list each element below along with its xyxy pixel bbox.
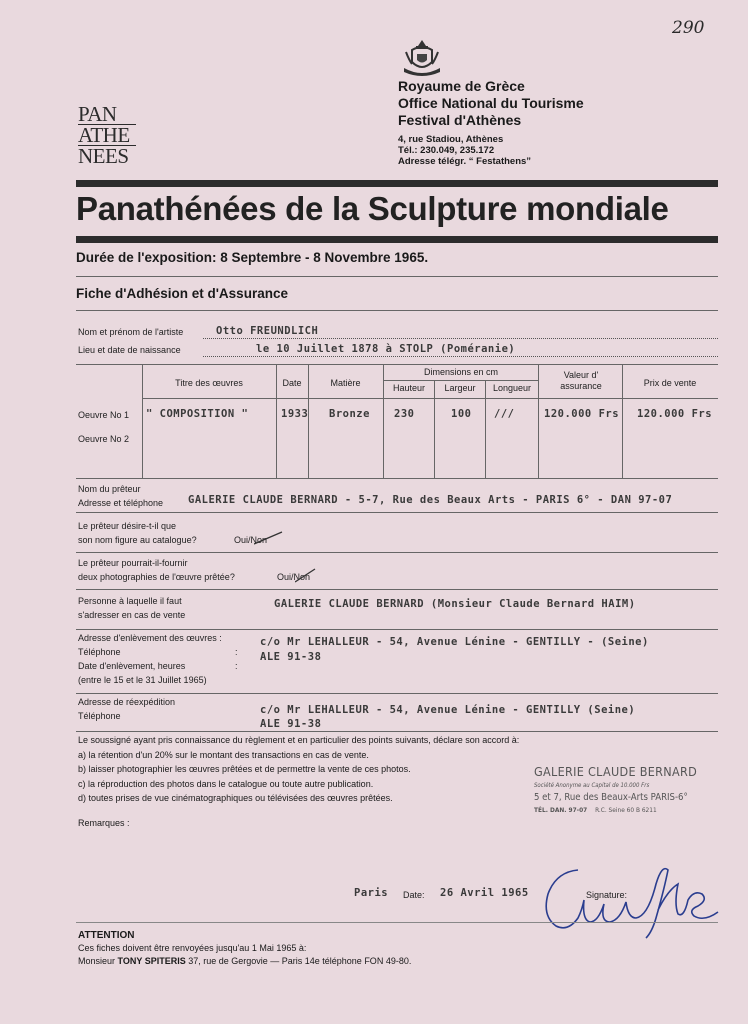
header-matiere: Matière xyxy=(330,378,361,388)
header-prix: Prix de vente xyxy=(643,378,697,388)
dotted-line xyxy=(203,337,718,339)
enlevement-address: c/o Mr LEHALLEUR - 54, Avenue Lénine - GENTILLY - (Seine) xyxy=(260,636,649,648)
artist-name-label: Nom et prénom de l'artiste xyxy=(78,327,184,337)
organization-header xyxy=(398,78,584,129)
divider xyxy=(76,731,718,732)
gallery-stamp xyxy=(534,764,704,814)
label-line: Date d'enlèvement, heures xyxy=(78,661,186,671)
birth-value: le 10 Juillet 1878 à STOLP (Poméranie) xyxy=(256,343,516,355)
divider xyxy=(76,693,718,694)
catalogue-answer: Oui/Non xyxy=(234,535,268,545)
colon: : xyxy=(235,647,238,657)
row-label: Oeuvre No 1 xyxy=(78,410,130,420)
header-date: Date xyxy=(282,378,302,388)
conditions xyxy=(78,733,519,830)
label-line: s'adresser en cas de vente xyxy=(78,610,186,620)
row-label: Oeuvre No 2 xyxy=(78,434,130,444)
divider xyxy=(76,512,718,513)
page-number: 290 xyxy=(672,18,705,38)
address-line: 4, rue Stadiou, Athènes xyxy=(398,134,504,145)
divider xyxy=(76,276,718,277)
org-line: Office National du Tourisme xyxy=(398,95,584,111)
table-header-line xyxy=(142,398,718,399)
label-line: Adresse et téléphone xyxy=(78,498,164,508)
condition-item: a) la rétention d'un 20% sur le montant des transactions en cas de vente. xyxy=(78,749,369,760)
stamp-line: Société Anonyme au Capital de 10.000 Frs xyxy=(534,782,650,789)
stamp-registry: R.C. Seine 60 B 6211 xyxy=(595,806,657,814)
enlevement-label xyxy=(78,631,222,687)
strike-mark-icon xyxy=(295,568,317,589)
attention-line: Ces fiches doivent être renvoyées jusqu'au 1 Mai 1965 à: xyxy=(78,943,307,953)
dimensions-subheader-line xyxy=(384,380,538,381)
condition-item: d) toutes prises de vue cinématographiques ou télévisées des œuvres prêtées. xyxy=(78,793,393,803)
logo-line: PAN xyxy=(78,102,117,126)
cell-titre: " COMPOSITION " xyxy=(146,408,249,420)
table-bottom-line xyxy=(76,478,718,479)
header-hauteur: Hauteur xyxy=(392,383,426,393)
panathenees-logo xyxy=(78,104,148,166)
photos-question xyxy=(78,556,235,584)
divider xyxy=(76,310,718,311)
photos-answer: Oui/Non xyxy=(277,572,311,582)
preteur-label xyxy=(78,482,163,510)
artist-name-value: Otto FREUNDLICH xyxy=(216,325,319,337)
table-column-line xyxy=(383,364,384,478)
logo-line: NEES xyxy=(78,144,129,168)
label-line: Téléphone xyxy=(78,711,121,721)
colon: : xyxy=(235,661,238,671)
form-title: Fiche d'Adhésion et d'Assurance xyxy=(76,286,288,301)
logo-line: ATHE xyxy=(78,124,136,146)
label-line: deux photographies de l'œuvre prêtée? xyxy=(78,572,235,582)
label-line: Adresse de réexpédition xyxy=(78,697,176,707)
header-valeur: Valeur d' assurance xyxy=(560,370,602,391)
exhibition-duration: Durée de l'exposition: 8 Septembre - 8 Novembre 1965. xyxy=(76,250,429,265)
signature-label: Signature: xyxy=(586,890,628,900)
stamp-line: 5 et 7, Rue des Beaux-Arts PARIS-6° xyxy=(534,792,688,803)
enlevement-phone: ALE 91-38 xyxy=(260,651,322,663)
divider xyxy=(76,922,718,923)
organization-address xyxy=(398,134,531,167)
attention-contact-name: TONY SPITERIS xyxy=(117,956,186,966)
cell-prix: 120.000 Frs xyxy=(637,408,713,420)
conditions-intro: Le soussigné ayant pris connaissance du règlement et en particulier des points suivants, déclare son accord à: xyxy=(78,735,520,745)
label-line: son nom figure au catalogue? xyxy=(78,535,197,545)
vente-value: GALERIE CLAUDE BERNARD (Monsieur Claude Bernard HAIM) xyxy=(274,598,636,610)
birth-label: Lieu et date de naissance xyxy=(78,345,181,355)
table-column-line xyxy=(434,380,435,478)
stamp-line: GALERIE CLAUDE BERNARD xyxy=(534,764,698,779)
attention-text: 37, rue de Gergovie — Paris 14e téléphone FON 49-80. xyxy=(185,956,412,966)
label-line: (entre le 15 et le 31 Juillet 1965) xyxy=(78,675,207,685)
catalogue-question xyxy=(78,519,197,547)
strike-mark-icon xyxy=(254,530,284,551)
handwritten-signature xyxy=(538,860,728,945)
org-line: Festival d'Athènes xyxy=(398,112,522,128)
label-line: Le prêteur pourrait-il-fournir xyxy=(78,558,188,568)
document-title: Panathénées de la Sculpture mondiale xyxy=(76,190,669,227)
attention-heading: ATTENTION xyxy=(78,930,135,941)
label-line: Nom du prêteur xyxy=(78,484,141,494)
cell-largeur: 100 xyxy=(451,408,472,420)
title-bar-bottom xyxy=(76,236,718,243)
org-line: Royaume de Grèce xyxy=(398,78,525,94)
attention-block xyxy=(78,929,411,968)
cell-matiere: Bronze xyxy=(329,408,370,420)
cell-date: 1933 xyxy=(281,408,309,420)
divider xyxy=(76,589,718,590)
header-dimensions: Dimensions en cm xyxy=(423,367,499,377)
condition-item: c) la réproduction des photos dans le catalogue ou toute autre publication. xyxy=(78,778,374,789)
label-line: Le prêteur désire-t-il que xyxy=(78,521,177,531)
reexpedition-address: c/o Mr LEHALLEUR - 54, Avenue Lénine - GENTILLY (Seine) xyxy=(260,704,636,716)
cell-longueur: /// xyxy=(494,408,515,420)
signature-place: Paris xyxy=(354,887,389,899)
divider xyxy=(76,629,718,630)
header-longueur: Longueur xyxy=(492,383,532,393)
attention-text: Monsieur xyxy=(78,956,118,966)
header-largeur: Largeur xyxy=(444,383,476,393)
reexpedition-phone: ALE 91-38 xyxy=(260,718,322,730)
vente-label xyxy=(78,594,185,622)
label-line: Téléphone xyxy=(78,647,121,657)
reexpedition-label xyxy=(78,695,175,723)
table-column-line xyxy=(538,364,539,478)
table-column-line xyxy=(485,380,486,478)
preteur-value: GALERIE CLAUDE BERNARD - 5-7, Rue des Beaux Arts - PARIS 6° - DAN 97-07 xyxy=(188,494,673,506)
cell-hauteur: 230 xyxy=(394,408,415,420)
header-titre: Titre des œuvres xyxy=(175,378,243,388)
cell-valeur: 120.000 Frs xyxy=(544,408,620,420)
telegram-line: Adresse télégr. “ Festathens” xyxy=(398,156,532,167)
crest-emblem-icon xyxy=(400,38,444,83)
divider xyxy=(76,552,718,553)
label-line: Adresse d'enlèvement des œuvres : xyxy=(78,633,222,643)
date-value: 26 Avril 1965 xyxy=(440,887,529,899)
title-bar-top xyxy=(76,180,718,187)
remarques-label: Remarques : xyxy=(78,817,130,828)
telephone-line: Tél.: 230.049, 235.172 xyxy=(398,145,495,156)
condition-item: b) laisser photographier les œuvres prêtées et de permettre la vente de ces photos. xyxy=(78,764,411,774)
date-label: Date: xyxy=(403,890,425,900)
attention-line xyxy=(78,955,411,968)
stamp-phone: TÉL. DAN. 97-07 xyxy=(534,806,588,814)
dotted-line xyxy=(203,355,718,357)
label-line: Personne à laquelle il faut xyxy=(78,596,182,606)
